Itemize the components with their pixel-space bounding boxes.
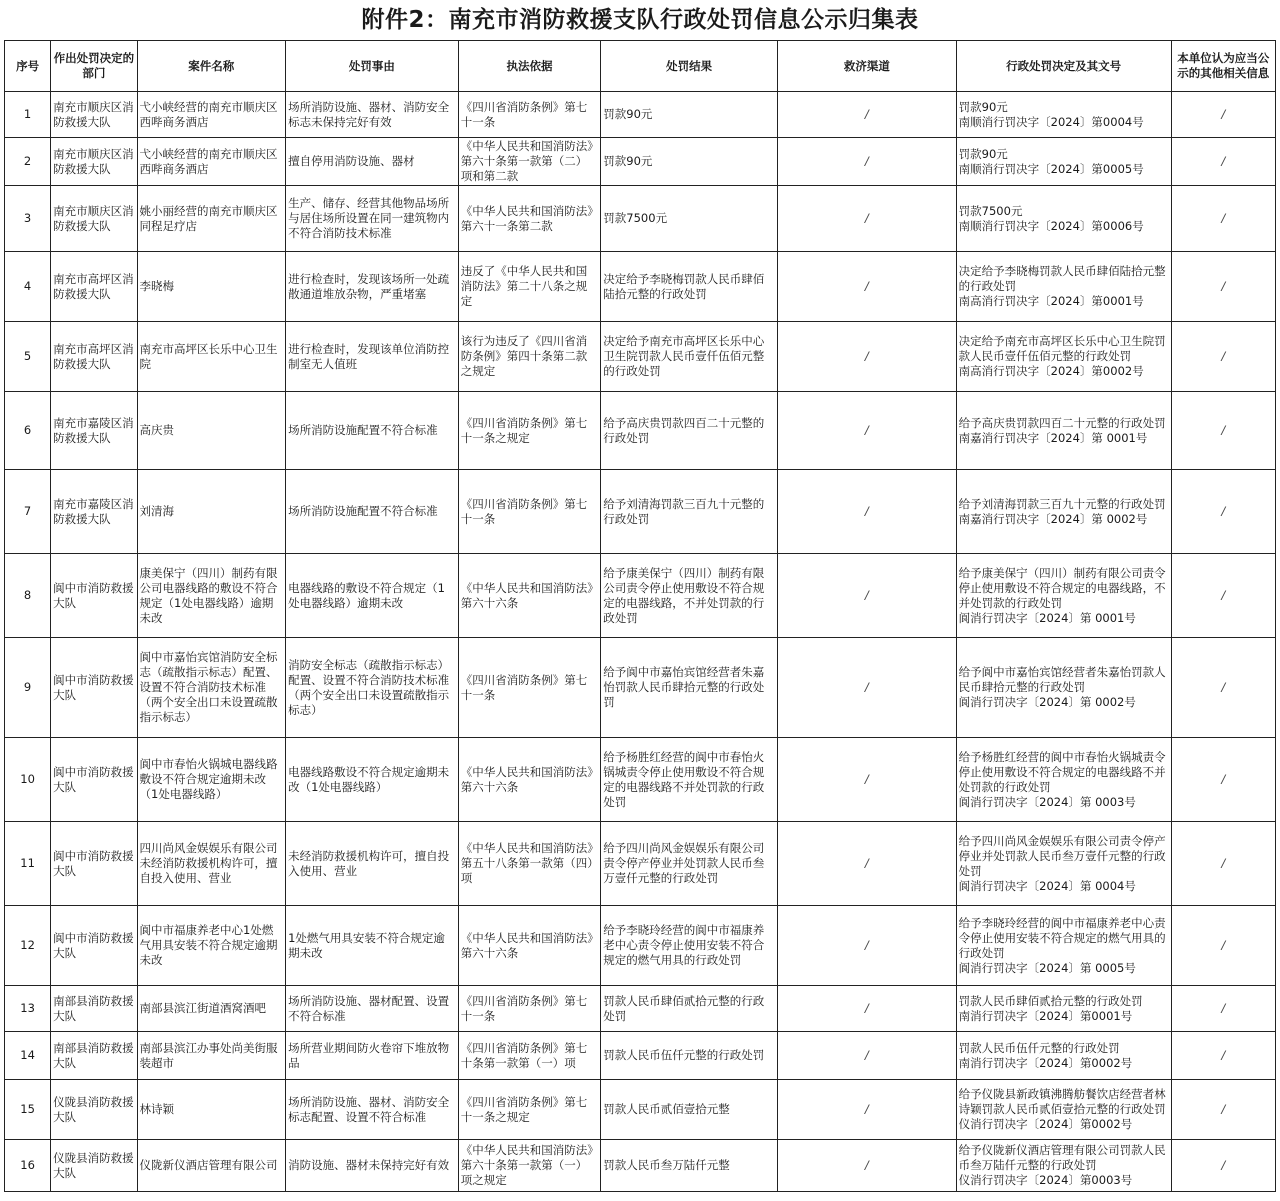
cell-reason: 擅自停用消防设施、器材 xyxy=(286,138,459,186)
cell-reason: 场所消防设施、器材、消防安全标志配置、设置不符合标准 xyxy=(286,1080,459,1140)
cell-remedy: / xyxy=(777,638,956,738)
cell-result: 给予四川尚风金娱娱乐有限公司责令停产停业并处罚款人民币叁万壹仟元整的行政处罚 xyxy=(601,822,778,906)
cell-case-name: 弋小峡经营的南充市顺庆区西哔商务酒店 xyxy=(137,138,286,186)
cell-seq: 16 xyxy=(5,1140,51,1192)
cell-decision: 罚款人民币伍仟元整的行政处罚 南消行罚决字〔2024〕第0002号 xyxy=(956,1032,1171,1080)
cell-decision: 给予仪陇县新政镇沸腾舫餐饮店经营者林诗颖罚款人民币贰佰壹拾元整的行政处罚 仪消行罚决字〔2024〕第0002号 xyxy=(956,1080,1171,1140)
cell-case-name: 弋小峡经营的南充市顺庆区西哔商务酒店 xyxy=(137,92,286,138)
cell-remedy: / xyxy=(777,92,956,138)
cell-reason: 1处燃气用具安装不符合规定逾期未改 xyxy=(286,906,459,986)
cell-seq: 3 xyxy=(5,186,51,252)
header-result: 处罚结果 xyxy=(601,41,778,92)
table-row xyxy=(5,554,1276,638)
cell-dept: 阆中市消防救援大队 xyxy=(51,738,137,822)
header-row xyxy=(5,41,1276,92)
cell-result: 给予刘清海罚款三百九十元整的行政处罚 xyxy=(601,470,778,554)
cell-reason: 场所消防设施、器材、消防安全标志未保持完好有效 xyxy=(286,92,459,138)
cell-other: / xyxy=(1171,470,1275,554)
cell-seq: 2 xyxy=(5,138,51,186)
table-row xyxy=(5,1140,1276,1192)
header-other: 本单位认为应当公示的其他相关信息 xyxy=(1171,41,1275,92)
table-row xyxy=(5,1080,1276,1140)
cell-remedy: / xyxy=(777,470,956,554)
cell-decision: 给予李晓玲经营的阆中市福康养老中心责令停止使用安装不符合规定的燃气用具的行政处罚 阆消行罚决字〔2024〕第 0005号 xyxy=(956,906,1171,986)
cell-dept: 南充市顺庆区消防救援大队 xyxy=(51,186,137,252)
cell-other: / xyxy=(1171,1080,1275,1140)
cell-remedy: / xyxy=(777,1080,956,1140)
cell-other: / xyxy=(1171,138,1275,186)
cell-reason: 电器线路敷设不符合规定逾期未改（1处电器线路） xyxy=(286,738,459,822)
cell-decision: 给予康美保宁（四川）制药有限公司责令停止使用敷设不符合规定的电器线路，不并处罚款的行政处罚 阆消行罚决字〔2024〕第 0001号 xyxy=(956,554,1171,638)
cell-decision: 罚款90元 南顺消行罚决字〔2024〕第0005号 xyxy=(956,138,1171,186)
cell-case-name: 李晓梅 xyxy=(137,252,286,322)
table-row xyxy=(5,738,1276,822)
cell-reason: 场所消防设施配置不符合标准 xyxy=(286,470,459,554)
cell-decision: 给予高庆贵罚款四百二十元整的行政处罚 南嘉消行罚决字〔2024〕第 0001号 xyxy=(956,392,1171,470)
cell-other: / xyxy=(1171,554,1275,638)
cell-result: 给予阆中市嘉怡宾馆经营者朱嘉怡罚款人民币肆拾元整的行政处罚 xyxy=(601,638,778,738)
cell-seq: 13 xyxy=(5,986,51,1032)
cell-decision: 罚款90元 南顺消行罚决字〔2024〕第0004号 xyxy=(956,92,1171,138)
cell-remedy: / xyxy=(777,138,956,186)
cell-remedy: / xyxy=(777,738,956,822)
cell-case-name: 四川尚风金娱娱乐有限公司未经消防救援机构许可，擅自投入使用、营业 xyxy=(137,822,286,906)
cell-other: / xyxy=(1171,392,1275,470)
cell-seq: 15 xyxy=(5,1080,51,1140)
header-remedy: 救济渠道 xyxy=(777,41,956,92)
cell-decision: 给予四川尚风金娱娱乐有限公司责令停产停业并处罚款人民币叁万壹仟元整的行政处罚 阆消行罚决字〔2024〕第 0004号 xyxy=(956,822,1171,906)
header-dept: 作出处罚决定的部门 xyxy=(51,41,137,92)
cell-basis: 《中华人民共和国消防法》第六十条第一款第（二）项和第二款 xyxy=(458,138,601,186)
cell-decision: 决定给予南充市高坪区长乐中心卫生院罚款人民币壹仟伍佰元整的行政处罚 南高消行罚决字〔2024〕第0002号 xyxy=(956,322,1171,392)
cell-remedy: / xyxy=(777,986,956,1032)
page-title: 附件2：南充市消防救援支队行政处罚信息公示归集表 xyxy=(361,7,919,33)
table-row xyxy=(5,1032,1276,1080)
header-basis: 执法依据 xyxy=(458,41,601,92)
cell-basis: 《四川省消防条例》第七十一条 xyxy=(458,92,601,138)
cell-dept: 阆中市消防救援大队 xyxy=(51,822,137,906)
cell-case-name: 阆中市嘉怡宾馆消防安全标志（疏散指示标志）配置、设置不符合消防技术标准（两个安全出口未设置疏散指示标志） xyxy=(137,638,286,738)
cell-dept: 仪陇县消防救援大队 xyxy=(51,1140,137,1192)
cell-reason: 场所消防设施、器材配置、设置不符合标准 xyxy=(286,986,459,1032)
cell-dept: 南充市顺庆区消防救援大队 xyxy=(51,138,137,186)
cell-dept: 仪陇县消防救援大队 xyxy=(51,1080,137,1140)
header-case-name: 案件名称 xyxy=(137,41,286,92)
cell-seq: 1 xyxy=(5,92,51,138)
cell-result: 罚款人民币伍仟元整的行政处罚 xyxy=(601,1032,778,1080)
cell-result: 罚款7500元 xyxy=(601,186,778,252)
cell-seq: 12 xyxy=(5,906,51,986)
table-row xyxy=(5,138,1276,186)
cell-remedy: / xyxy=(777,554,956,638)
header-seq: 序号 xyxy=(5,41,51,92)
cell-decision: 给予刘清海罚款三百九十元整的行政处罚 南嘉消行罚决字〔2024〕第 0002号 xyxy=(956,470,1171,554)
cell-reason: 进行检查时，发现该单位消防控制室无人值班 xyxy=(286,322,459,392)
cell-remedy: / xyxy=(777,186,956,252)
cell-seq: 10 xyxy=(5,738,51,822)
cell-reason: 生产、储存、经营其他物品场所与居住场所设置在同一建筑物内不符合消防技术标准 xyxy=(286,186,459,252)
cell-result: 罚款人民币贰佰壹拾元整 xyxy=(601,1080,778,1140)
table-row xyxy=(5,186,1276,252)
cell-decision: 给予杨胜红经营的阆中市春怡火锅城责令停止使用敷设不符合规定的电器线路不并处罚款的行政处罚 阆消行罚决字〔2024〕第 0003号 xyxy=(956,738,1171,822)
cell-basis: 《四川省消防条例》第七十一条 xyxy=(458,638,601,738)
cell-basis: 《中华人民共和国消防法》第五十八条第一款第（四）项 xyxy=(458,822,601,906)
cell-remedy: / xyxy=(777,1032,956,1080)
cell-case-name: 南部县滨江街道酒窝酒吧 xyxy=(137,986,286,1032)
cell-basis: 《中华人民共和国消防法》第六十一条第二款 xyxy=(458,186,601,252)
cell-basis: 《四川省消防条例》第七十一条 xyxy=(458,986,601,1032)
cell-remedy: / xyxy=(777,906,956,986)
cell-seq: 6 xyxy=(5,392,51,470)
cell-case-name: 康美保宁（四川）制药有限公司电器线路的敷设不符合规定（1处电器线路）逾期未改 xyxy=(137,554,286,638)
cell-other: / xyxy=(1171,92,1275,138)
cell-dept: 南充市高坪区消防救援大队 xyxy=(51,322,137,392)
cell-basis: 《中华人民共和国消防法》第六十六条 xyxy=(458,906,601,986)
cell-case-name: 阆中市福康养老中心1处燃气用具安装不符合规定逾期未改 xyxy=(137,906,286,986)
cell-other: / xyxy=(1171,822,1275,906)
penalty-table xyxy=(4,40,1276,1192)
cell-result: 给予康美保宁（四川）制药有限公司责令停止使用敷设不符合规定的电器线路，不并处罚款的行政处罚 xyxy=(601,554,778,638)
table-row xyxy=(5,392,1276,470)
cell-dept: 南部县消防救援大队 xyxy=(51,1032,137,1080)
table-row xyxy=(5,252,1276,322)
cell-case-name: 林诗颖 xyxy=(137,1080,286,1140)
cell-other: / xyxy=(1171,638,1275,738)
cell-dept: 南部县消防救援大队 xyxy=(51,986,137,1032)
table-row xyxy=(5,986,1276,1032)
cell-case-name: 南充市高坪区长乐中心卫生院 xyxy=(137,322,286,392)
cell-remedy: / xyxy=(777,252,956,322)
table-row xyxy=(5,92,1276,138)
cell-result: 给予杨胜红经营的阆中市春怡火锅城责令停止使用敷设不符合规定的电器线路不并处罚款的行政处罚 xyxy=(601,738,778,822)
cell-remedy: / xyxy=(777,392,956,470)
cell-reason: 电器线路的敷设不符合规定（1处电器线路）逾期未改 xyxy=(286,554,459,638)
cell-case-name: 姚小丽经营的南充市顺庆区同程足疗店 xyxy=(137,186,286,252)
cell-basis: 《四川省消防条例》第七十一条之规定 xyxy=(458,392,601,470)
cell-case-name: 刘清海 xyxy=(137,470,286,554)
cell-basis: 《四川省消防条例》第七十条第一款第（一）项 xyxy=(458,1032,601,1080)
cell-seq: 5 xyxy=(5,322,51,392)
cell-other: / xyxy=(1171,986,1275,1032)
cell-basis: 《四川省消防条例》第七十一条之规定 xyxy=(458,1080,601,1140)
cell-other: / xyxy=(1171,1032,1275,1080)
cell-case-name: 阆中市春怡火锅城电器线路敷设不符合规定逾期未改（1处电器线路） xyxy=(137,738,286,822)
cell-basis: 《中华人民共和国消防法》第六十六条 xyxy=(458,554,601,638)
table-row xyxy=(5,322,1276,392)
table-row xyxy=(5,906,1276,986)
cell-other: / xyxy=(1171,738,1275,822)
cell-remedy: / xyxy=(777,322,956,392)
cell-other: / xyxy=(1171,186,1275,252)
cell-basis: 该行为违反了《四川省消防条例》第四十条第二款之规定 xyxy=(458,322,601,392)
cell-other: / xyxy=(1171,252,1275,322)
cell-dept: 南充市嘉陵区消防救援大队 xyxy=(51,470,137,554)
cell-decision: 罚款7500元 南顺消行罚决字〔2024〕第0006号 xyxy=(956,186,1171,252)
cell-reason: 场所消防设施配置不符合标准 xyxy=(286,392,459,470)
cell-reason: 消防安全标志（疏散指示标志）配置、设置不符合消防技术标准（两个安全出口未设置疏散指示标志） xyxy=(286,638,459,738)
cell-decision: 罚款人民币肆佰贰拾元整的行政处罚 南消行罚决字〔2024〕第0001号 xyxy=(956,986,1171,1032)
cell-decision: 给予阆中市嘉怡宾馆经营者朱嘉怡罚款人民币肆拾元整的行政处罚 阆消行罚决字〔2024〕第 0002号 xyxy=(956,638,1171,738)
header-decision: 行政处罚决定及其文号 xyxy=(956,41,1171,92)
cell-seq: 8 xyxy=(5,554,51,638)
cell-result: 罚款人民币肆佰贰拾元整的行政处罚 xyxy=(601,986,778,1032)
cell-basis: 违反了《中华人民共和国消防法》第二十八条之规定 xyxy=(458,252,601,322)
cell-seq: 9 xyxy=(5,638,51,738)
cell-reason: 未经消防救援机构许可，擅自投入使用、营业 xyxy=(286,822,459,906)
cell-case-name: 高庆贵 xyxy=(137,392,286,470)
cell-decision: 决定给予李晓梅罚款人民币肆佰陆拾元整的行政处罚 南高消行罚决字〔2024〕第0001号 xyxy=(956,252,1171,322)
cell-dept: 阆中市消防救援大队 xyxy=(51,638,137,738)
cell-seq: 14 xyxy=(5,1032,51,1080)
cell-case-name: 南部县滨江办事处尚美街服装超市 xyxy=(137,1032,286,1080)
table-row xyxy=(5,470,1276,554)
cell-decision: 给予仪陇新仪酒店管理有限公司罚款人民币叁万陆仟元整的行政处罚 仪消行罚决字〔2024〕第0003号 xyxy=(956,1140,1171,1192)
cell-result: 决定给予南充市高坪区长乐中心卫生院罚款人民币壹仟伍佰元整的行政处罚 xyxy=(601,322,778,392)
cell-dept: 南充市顺庆区消防救援大队 xyxy=(51,92,137,138)
cell-basis: 《四川省消防条例》第七十一条 xyxy=(458,470,601,554)
cell-dept: 阆中市消防救援大队 xyxy=(51,554,137,638)
cell-seq: 7 xyxy=(5,470,51,554)
cell-seq: 4 xyxy=(5,252,51,322)
cell-seq: 11 xyxy=(5,822,51,906)
cell-result: 罚款90元 xyxy=(601,92,778,138)
cell-case-name: 仪陇新仪酒店管理有限公司 xyxy=(137,1140,286,1192)
cell-basis: 《中华人民共和国消防法》第六十六条 xyxy=(458,738,601,822)
cell-dept: 阆中市消防救援大队 xyxy=(51,906,137,986)
cell-other: / xyxy=(1171,322,1275,392)
cell-result: 给予高庆贵罚款四百二十元整的行政处罚 xyxy=(601,392,778,470)
table-row xyxy=(5,638,1276,738)
cell-reason: 消防设施、器材未保持完好有效 xyxy=(286,1140,459,1192)
cell-other: / xyxy=(1171,1140,1275,1192)
cell-other: / xyxy=(1171,906,1275,986)
cell-basis: 《中华人民共和国消防法》第六十条第一款第（一）项之规定 xyxy=(458,1140,601,1192)
cell-reason: 进行检查时，发现该场所一处疏散通道堆放杂物，严重堵塞 xyxy=(286,252,459,322)
cell-dept: 南充市高坪区消防救援大队 xyxy=(51,252,137,322)
cell-result: 给予李晓玲经营的阆中市福康养老中心责令停止使用安装不符合规定的燃气用具的行政处罚 xyxy=(601,906,778,986)
cell-dept: 南充市嘉陵区消防救援大队 xyxy=(51,392,137,470)
table-row xyxy=(5,822,1276,906)
cell-result: 罚款90元 xyxy=(601,138,778,186)
cell-result: 罚款人民币叁万陆仟元整 xyxy=(601,1140,778,1192)
header-reason: 处罚事由 xyxy=(286,41,459,92)
cell-remedy: / xyxy=(777,822,956,906)
cell-result: 决定给予李晓梅罚款人民币肆佰陆拾元整的行政处罚 xyxy=(601,252,778,322)
cell-reason: 场所营业期间防火卷帘下堆放物品 xyxy=(286,1032,459,1080)
cell-remedy: / xyxy=(777,1140,956,1192)
